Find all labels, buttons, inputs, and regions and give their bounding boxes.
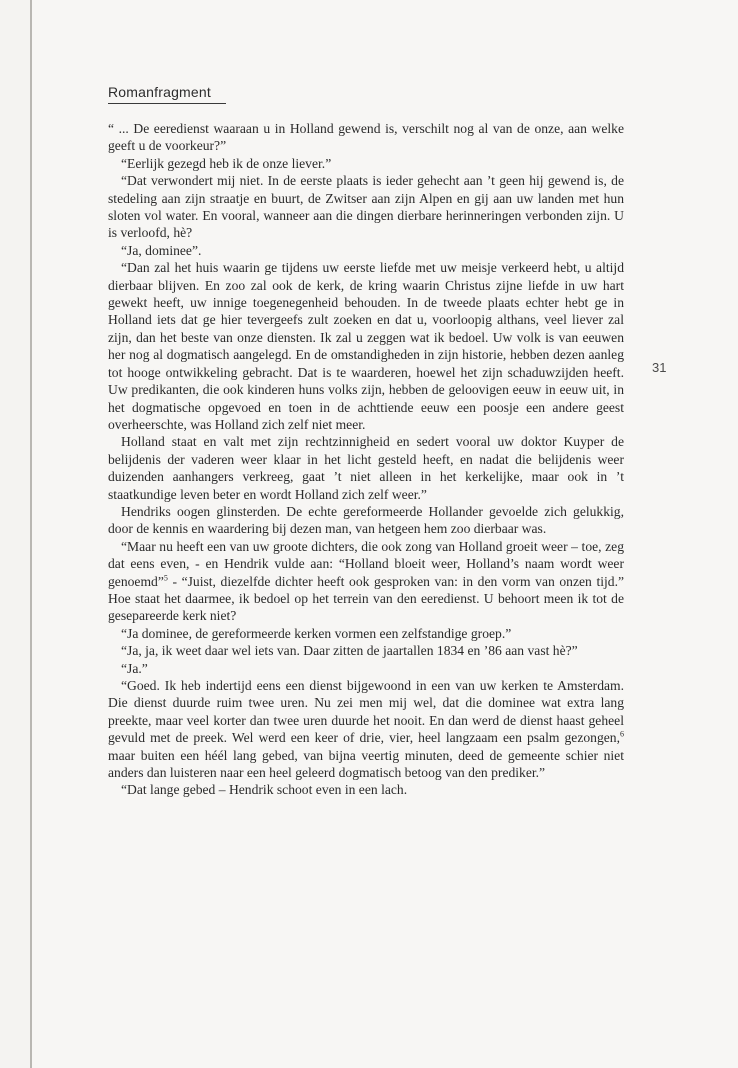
running-header: Romanfragment — [108, 84, 211, 100]
paragraph-part: “Maar nu heeft een van uw groote dichters, die ook zong van Holland groeit weer – toe, zeg dat eens even, - en Hendrik vulde aan: “Holland bloeit weer, Holland’s naam wordt weer genoemd” — [108, 538, 624, 589]
paragraph-part: “Goed. Ik heb indertijd eens een dienst bijgewoond in een van uw kerken te Amsterdam. Die dienst duurde ruim twee uren. Nu zei men mij wel, dat die dominee wat extra lang preekte, maar veel korter dan twee uren duurde het nooit. En dan werd de dienst haast geheel gevuld met de preek. Wel werd een keer of drie, vier, heel langzaam een psalm gezongen, — [108, 678, 624, 746]
paragraph: “Dan zal het huis waarin ge tijdens uw eerste liefde met uw meisje verkeerd hebt, u altijd dierbaar blijven. En zoo zal ook de kerk, de kring waarin Christus zijne liefde in uw hart gewekt heeft, uw innige toegenegenheid behouden. In de tweede plaats echter hebt ge in Holland iets dat ge hier tevergeefs zult zoeken en dat u, voorloopig althans, veel liever zal zijn, dan het beste van onze diensten. Ik zal u zeggen wat ik bedoel. Uw volk is van eeuwen her nog al dogmatisch aangelegd. En de omstandigheden in zijn historie, hebben dezen aanleg tot hooge ontwikkeling gebracht. Dat is te waarderen, hoewel het zijn schaduwzijden heeft. Uw predikanten, die ook kinderen huns volks zijn, hebben de geloovigen eeuw in eeuw uit, in het dogmatische opgevoed en toen in de achttiende eeuw een poosje een andere geest overheerschte, was Holland zich zelf niet meer. — [108, 260, 624, 432]
page-number: 31 — [652, 360, 667, 375]
paragraph — [108, 677, 624, 781]
paragraph: “Ja, dominee”. — [121, 242, 202, 258]
paragraph: “Eerlijk gezegd heb ik de onze liever.” — [121, 155, 332, 171]
paragraph: “Ja dominee, de gereformeerde kerken vormen een zelfstandige groep.” — [121, 625, 512, 641]
paragraph: “Dat verwondert mij niet. In de eerste plaats is ieder gehecht aan ’t geen hij gewend is, de stedeling aan zijn straatje en buurt, de Zwitser aan zijn Alpen en gij aan uw landen met hun sloten vol water. En vooral, wanneer aan die dingen dierbare herinneringen verbonden zijn. U is verloofd, hè? — [108, 173, 624, 241]
footnote-marker: 5 — [163, 573, 168, 583]
paragraph: Holland staat en valt met zijn rechtzinnigheid en sedert vooral uw doktor Kuyper de belijdenis der vaderen weer klaar in het licht gesteld heeft, en nadat die belijdenis weer duizenden aanhangers verkreeg, gaat ’t niet alleen in het kerkelijke, maar ook in ’t staatkundige leven beter en wordt Holland zich zelf weer.” — [108, 434, 624, 502]
paragraph: “Dat lange gebed – Hendrik schoot even in een lach. — [121, 782, 408, 798]
paragraph: Hendriks oogen glinsterden. De echte gereformeerde Hollander gevoelde zich gelukkig, door de kennis en waardering bij dezen man, van hetgeen hem zoo dierbaar was. — [108, 503, 624, 537]
paragraph-part: - “Juist, diezelfde dichter heeft ook gesproken van: in den vorm van onzen tijd.” Hoe staat het daarmee, ik bedoel op het terrein van den eeredienst. U behoort meen ik tot de gesepareerde kerk niet? — [108, 573, 624, 624]
paragraph-part: maar buiten een héél lang gebed, van bijna veertig minuten, deed de gemeente schier niet anders dan luisteren naar een heel geleerd dogmatisch betoog van den prediker.” — [108, 747, 624, 781]
paragraph — [108, 538, 624, 625]
footnote-marker: 6 — [620, 729, 624, 739]
paragraph: “Ja, ja, ik weet daar wel iets van. Daar zitten de jaartallen 1834 en ’86 aan vast hè?” — [121, 643, 578, 659]
body-text — [108, 120, 624, 799]
paragraph: “Ja.” — [121, 660, 148, 676]
header-underline — [108, 103, 226, 104]
paragraph: “ ... De eeredienst waaraan u in Holland gewend is, verschilt nog al van de onze, aan welke geeft u de voorkeur?” — [108, 121, 624, 154]
